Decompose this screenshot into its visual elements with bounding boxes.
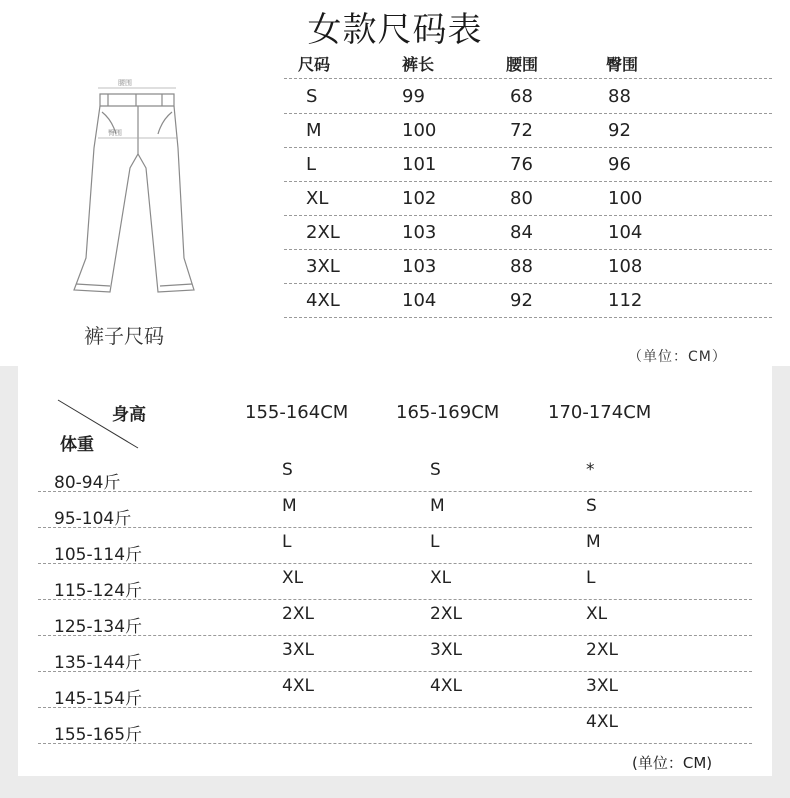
size-header-waist: 腰围 (506, 55, 539, 74)
weight-cell: 155-165斤 (54, 725, 143, 745)
size-cell: S (586, 496, 597, 516)
table-row (38, 494, 752, 530)
table-row (284, 148, 772, 182)
length-cell: 102 (402, 188, 437, 209)
size-cell: S (430, 460, 441, 480)
page-title: 女款尺码表 (307, 10, 483, 50)
hip-cell: 112 (608, 290, 643, 311)
size-header-divider (284, 78, 772, 79)
waist-cell: 76 (510, 154, 533, 175)
weight-cell: 145-154斤 (54, 689, 143, 709)
length-cell: 101 (402, 154, 437, 175)
row-divider (38, 671, 752, 672)
pants-diagram (52, 58, 252, 328)
size-cell: L (306, 154, 317, 175)
size-cell: 3XL (430, 640, 462, 660)
length-cell: 99 (402, 86, 425, 107)
size-header-hip: 臀围 (606, 55, 639, 74)
size-header-size: 尺码 (298, 55, 331, 74)
height-column-2: 165-169CM (396, 402, 500, 423)
size-cell: 2XL (306, 222, 340, 243)
table-row (38, 674, 752, 710)
size-cell: 2XL (430, 604, 462, 624)
weight-cell: 135-144斤 (54, 653, 143, 673)
size-cell: 3XL (306, 256, 340, 277)
height-column-3: 170-174CM (548, 402, 652, 423)
pants-caption: 裤子尺码 (84, 324, 164, 348)
table-row (284, 182, 772, 216)
length-cell: 103 (402, 256, 437, 277)
size-cell: 4XL (586, 712, 618, 732)
hip-label: 臀围 (108, 129, 122, 137)
height-axis-label: 身高 (112, 405, 146, 425)
table-row (284, 250, 772, 284)
length-cell: 104 (402, 290, 437, 311)
waist-label: 腰围 (118, 79, 132, 87)
size-cell: 2XL (586, 640, 618, 660)
size-cell: XL (586, 604, 608, 624)
weight-cell: 105-114斤 (54, 545, 143, 565)
row-divider (38, 563, 752, 564)
weight-unit-note: (单位：CM) (632, 754, 713, 772)
size-cell: XL (306, 188, 329, 209)
hip-cell: 88 (608, 86, 631, 107)
hip-cell: 100 (608, 188, 643, 209)
row-divider (38, 743, 752, 744)
waist-cell: 80 (510, 188, 533, 209)
table-row (284, 114, 772, 148)
weight-cell: 125-134斤 (54, 617, 143, 637)
size-cell: M (306, 120, 322, 141)
size-cell: 2XL (282, 604, 314, 624)
size-cell: L (586, 568, 596, 588)
size-cell: 3XL (282, 640, 314, 660)
table-row (38, 710, 752, 746)
size-header-length: 裤长 (402, 55, 435, 74)
table-row (38, 566, 752, 602)
table-row (38, 602, 752, 638)
row-divider (38, 599, 752, 600)
size-cell: 4XL (306, 290, 340, 311)
waist-cell: 84 (510, 222, 533, 243)
hip-cell: 92 (608, 120, 631, 141)
size-cell: 4XL (430, 676, 462, 696)
row-divider (38, 527, 752, 528)
hip-cell: 96 (608, 154, 631, 175)
table-row (284, 80, 772, 114)
hip-cell: 108 (608, 256, 643, 277)
size-cell: M (430, 496, 445, 516)
height-column-1: 155-164CM (245, 402, 349, 423)
weight-cell: 115-124斤 (54, 581, 143, 601)
size-cell: 4XL (282, 676, 314, 696)
table-row (38, 458, 752, 494)
size-cell: * (586, 460, 595, 480)
size-unit-note: （单位：CM） (628, 349, 727, 365)
row-divider (38, 491, 752, 492)
waist-cell: 72 (510, 120, 533, 141)
table-row (38, 638, 752, 674)
row-divider (38, 707, 752, 708)
length-cell: 103 (402, 222, 437, 243)
pants-outline-icon (52, 58, 252, 328)
size-cell: 3XL (586, 676, 618, 696)
waist-cell: 88 (510, 256, 533, 277)
size-cell: XL (282, 568, 304, 588)
weight-axis-label: 体重 (60, 435, 94, 455)
hip-cell: 104 (608, 222, 643, 243)
size-cell: M (586, 532, 601, 552)
waist-cell: 68 (510, 86, 533, 107)
table-row (284, 216, 772, 250)
waist-cell: 92 (510, 290, 533, 311)
size-cell: XL (430, 568, 452, 588)
weight-cell: 95-104斤 (54, 509, 132, 529)
size-cell: S (306, 86, 318, 107)
length-cell: 100 (402, 120, 437, 141)
row-divider (284, 317, 772, 318)
table-row (284, 284, 772, 318)
size-cell: M (282, 496, 297, 516)
size-cell: L (282, 532, 292, 552)
row-divider (38, 635, 752, 636)
weight-cell: 80-94斤 (54, 473, 121, 493)
table-row (38, 530, 752, 566)
size-cell: S (282, 460, 293, 480)
size-cell: L (430, 532, 440, 552)
